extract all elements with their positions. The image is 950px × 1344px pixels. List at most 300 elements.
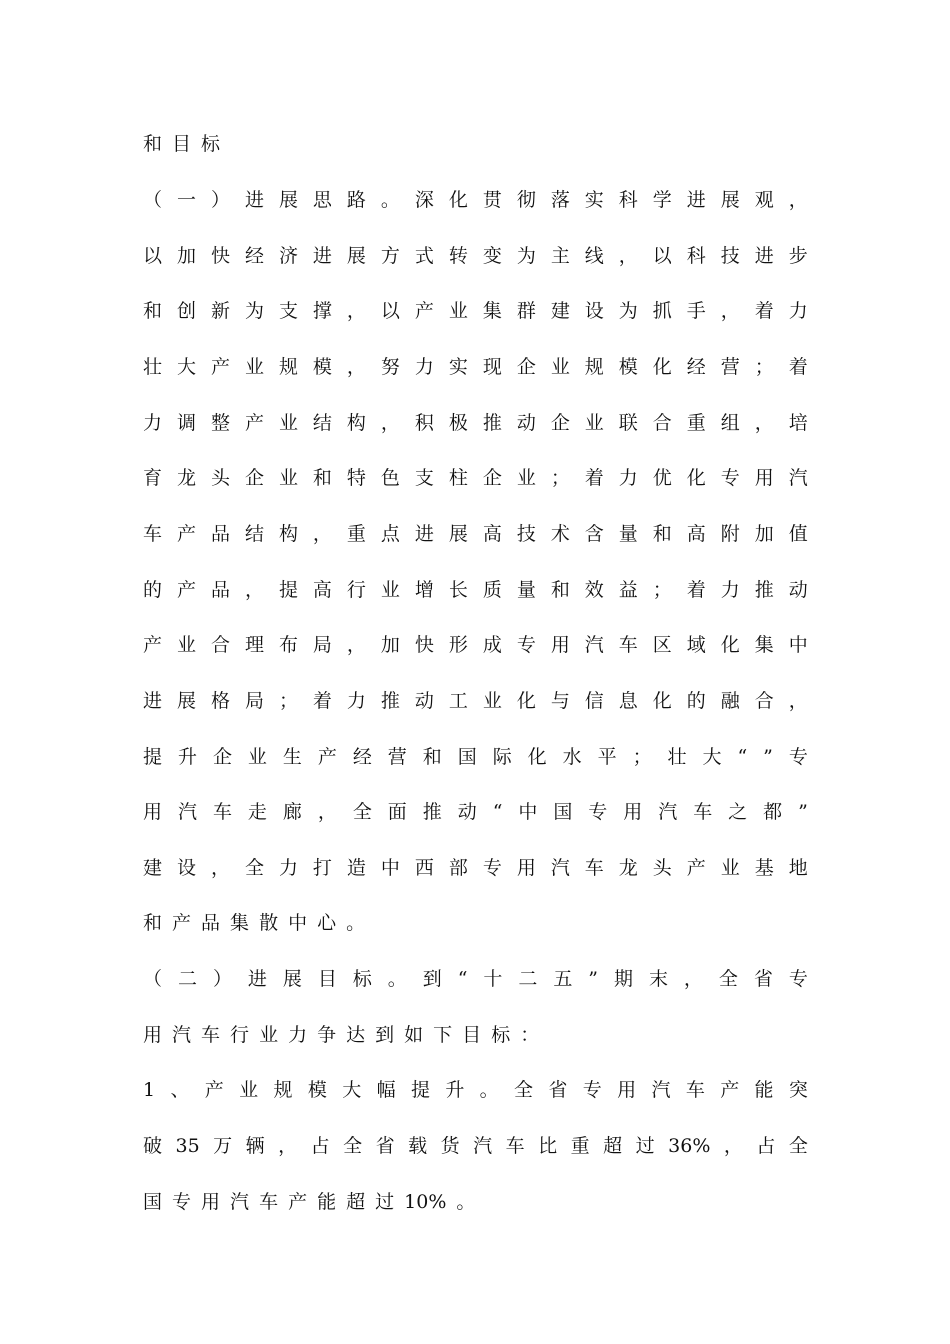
glyph: 期 bbox=[613, 968, 633, 990]
glyph: 专 bbox=[720, 467, 740, 489]
glyph: 都 bbox=[763, 801, 783, 823]
glyph: 心 bbox=[317, 912, 337, 934]
glyph: 附 bbox=[720, 523, 740, 545]
glyph: ， bbox=[788, 690, 808, 712]
glyph: 推 bbox=[482, 412, 502, 434]
glyph: 特 bbox=[346, 467, 366, 489]
glyph: 业 bbox=[247, 746, 267, 768]
glyph: 布 bbox=[278, 634, 298, 656]
glyph: 大 bbox=[176, 356, 196, 378]
glyph: 效 bbox=[584, 579, 604, 601]
glyph: 格 bbox=[210, 690, 230, 712]
glyph: 二 bbox=[177, 968, 197, 990]
glyph: 色 bbox=[380, 467, 400, 489]
glyph: 产 bbox=[244, 412, 264, 434]
text-line-18 bbox=[143, 1074, 808, 1106]
glyph: 业 bbox=[516, 467, 536, 489]
glyph: 调 bbox=[176, 412, 196, 434]
glyph: 中 bbox=[518, 801, 538, 823]
glyph: 进 bbox=[686, 189, 706, 211]
glyph: 合 bbox=[210, 634, 230, 656]
glyph: ， bbox=[683, 968, 703, 990]
glyph: “ bbox=[737, 746, 748, 768]
glyph: 业 bbox=[448, 300, 468, 322]
glyph: 力 bbox=[143, 412, 163, 434]
glyph: 水 bbox=[562, 746, 582, 768]
glyph: 下 bbox=[433, 1024, 453, 1046]
glyph: 建 bbox=[550, 300, 570, 322]
glyph: 提 bbox=[143, 746, 163, 768]
glyph: 全 bbox=[718, 968, 738, 990]
glyph: 车 bbox=[693, 801, 713, 823]
glyph: ， bbox=[788, 189, 808, 211]
glyph: 规 bbox=[584, 356, 604, 378]
glyph: 升 bbox=[177, 746, 197, 768]
glyph: 科 bbox=[618, 189, 638, 211]
glyph: 融 bbox=[720, 690, 740, 712]
glyph: 专 bbox=[516, 634, 536, 656]
glyph: 快 bbox=[210, 245, 230, 267]
glyph: 企 bbox=[516, 356, 536, 378]
text-line-9 bbox=[143, 574, 808, 606]
glyph: 动 bbox=[788, 579, 808, 601]
glyph: 模 bbox=[307, 1079, 327, 1101]
glyph: 壮 bbox=[667, 746, 687, 768]
glyph: 产 bbox=[317, 746, 337, 768]
glyph: 质 bbox=[482, 579, 502, 601]
glyph: ， bbox=[723, 1135, 743, 1157]
glyph: 产 bbox=[172, 912, 192, 934]
glyph: （ bbox=[143, 968, 163, 990]
glyph: 合 bbox=[652, 412, 672, 434]
glyph: 力 bbox=[288, 1024, 308, 1046]
glyph: 组 bbox=[720, 412, 740, 434]
glyph: 汽 bbox=[584, 634, 604, 656]
glyph: 实 bbox=[448, 356, 468, 378]
glyph: 全 bbox=[352, 801, 372, 823]
glyph: 着 bbox=[754, 300, 774, 322]
text-line-11 bbox=[143, 685, 808, 717]
glyph: 过 bbox=[375, 1191, 395, 1213]
glyph: 高 bbox=[312, 579, 332, 601]
glyph: 为 bbox=[516, 245, 536, 267]
glyph: 以 bbox=[652, 245, 672, 267]
glyph: 专 bbox=[582, 1079, 602, 1101]
glyph: 用 bbox=[143, 801, 163, 823]
glyph: 群 bbox=[516, 300, 536, 322]
glyph: 学 bbox=[652, 189, 672, 211]
glyph: 转 bbox=[448, 245, 468, 267]
glyph: 优 bbox=[652, 467, 672, 489]
glyph: 加 bbox=[176, 245, 196, 267]
text-line-16 bbox=[143, 963, 808, 995]
glyph: 济 bbox=[278, 245, 298, 267]
glyph: 35 bbox=[175, 1135, 200, 1157]
glyph: 设 bbox=[176, 857, 196, 879]
glyph: 式 bbox=[414, 245, 434, 267]
glyph: 车 bbox=[685, 1079, 705, 1101]
glyph: 益 bbox=[618, 579, 638, 601]
glyph: 贯 bbox=[482, 189, 502, 211]
glyph: 局 bbox=[312, 634, 332, 656]
glyph: ” bbox=[763, 746, 773, 768]
glyph: 标 bbox=[491, 1024, 511, 1046]
glyph: 增 bbox=[414, 579, 434, 601]
glyph: 产 bbox=[720, 1079, 740, 1101]
glyph: 模 bbox=[618, 356, 638, 378]
glyph: 专 bbox=[788, 746, 808, 768]
glyph: 全 bbox=[343, 1135, 363, 1157]
glyph: 集 bbox=[482, 300, 502, 322]
glyph: 。 bbox=[387, 968, 407, 990]
glyph: ， bbox=[346, 300, 366, 322]
glyph: 到 bbox=[375, 1024, 395, 1046]
glyph: 量 bbox=[516, 579, 536, 601]
glyph: ， bbox=[380, 412, 400, 434]
glyph: 抓 bbox=[652, 300, 672, 322]
glyph: 整 bbox=[210, 412, 230, 434]
glyph: 产 bbox=[176, 523, 196, 545]
glyph: 合 bbox=[754, 690, 774, 712]
glyph: 高 bbox=[686, 523, 706, 545]
glyph: 展 bbox=[720, 189, 740, 211]
glyph: 产 bbox=[686, 857, 706, 879]
glyph: 业 bbox=[482, 690, 502, 712]
glyph: 化 bbox=[448, 189, 468, 211]
glyph: 新 bbox=[210, 300, 230, 322]
glyph: 如 bbox=[404, 1024, 424, 1046]
glyph: 的 bbox=[686, 690, 706, 712]
glyph: 用 bbox=[623, 801, 643, 823]
glyph: 进 bbox=[143, 690, 163, 712]
glyph: 力 bbox=[414, 356, 434, 378]
glyph: 形 bbox=[448, 634, 468, 656]
glyph: 专 bbox=[788, 968, 808, 990]
glyph: 着 bbox=[584, 467, 604, 489]
glyph: 车 bbox=[143, 523, 163, 545]
glyph: 动 bbox=[414, 690, 434, 712]
glyph: 重 bbox=[346, 523, 366, 545]
glyph: 中 bbox=[288, 912, 308, 934]
glyph: 技 bbox=[516, 523, 536, 545]
text-line-14 bbox=[143, 852, 808, 884]
glyph: 展 bbox=[346, 245, 366, 267]
glyph: 到 bbox=[422, 968, 442, 990]
glyph: 走 bbox=[247, 801, 267, 823]
glyph: 撑 bbox=[312, 300, 332, 322]
glyph: 技 bbox=[720, 245, 740, 267]
glyph: 车 bbox=[259, 1191, 279, 1213]
glyph: 企 bbox=[482, 467, 502, 489]
glyph: 龙 bbox=[618, 857, 638, 879]
glyph: 二 bbox=[518, 968, 538, 990]
glyph: 全 bbox=[244, 857, 264, 879]
glyph: 动 bbox=[457, 801, 477, 823]
glyph: 能 bbox=[754, 1079, 774, 1101]
glyph: 车 bbox=[505, 1135, 525, 1157]
glyph: 业 bbox=[584, 412, 604, 434]
glyph: 着 bbox=[686, 579, 706, 601]
glyph: 汽 bbox=[230, 1191, 250, 1213]
glyph: 展 bbox=[278, 189, 298, 211]
glyph: 和 bbox=[550, 579, 570, 601]
glyph: 主 bbox=[550, 245, 570, 267]
glyph: 载 bbox=[408, 1135, 428, 1157]
glyph: 大 bbox=[702, 746, 722, 768]
glyph: ， bbox=[754, 412, 774, 434]
text-line-12 bbox=[143, 741, 808, 773]
glyph: 步 bbox=[788, 245, 808, 267]
glyph: 化 bbox=[652, 356, 672, 378]
glyph: 经 bbox=[686, 356, 706, 378]
glyph: 和 bbox=[143, 912, 163, 934]
glyph: 争 bbox=[317, 1024, 337, 1046]
glyph: 面 bbox=[387, 801, 407, 823]
glyph: 动 bbox=[516, 412, 536, 434]
glyph: 集 bbox=[754, 634, 774, 656]
glyph: 品 bbox=[210, 579, 230, 601]
glyph: 集 bbox=[230, 912, 250, 934]
glyph: 打 bbox=[312, 857, 332, 879]
glyph: 。 bbox=[346, 912, 366, 934]
glyph: 量 bbox=[618, 523, 638, 545]
glyph: 以 bbox=[143, 245, 163, 267]
glyph: 力 bbox=[346, 690, 366, 712]
glyph: 成 bbox=[482, 634, 502, 656]
glyph: 龙 bbox=[176, 467, 196, 489]
glyph: 产 bbox=[176, 579, 196, 601]
glyph: 局 bbox=[244, 690, 264, 712]
glyph: 重 bbox=[686, 412, 706, 434]
glyph: 建 bbox=[143, 857, 163, 879]
glyph: 省 bbox=[548, 1079, 568, 1101]
glyph: 之 bbox=[728, 801, 748, 823]
glyph: 10% bbox=[404, 1191, 447, 1213]
glyph: ， bbox=[317, 801, 337, 823]
glyph: ， bbox=[312, 523, 332, 545]
glyph: 业 bbox=[720, 857, 740, 879]
glyph: 值 bbox=[788, 523, 808, 545]
glyph: 生 bbox=[282, 746, 302, 768]
text-line-3 bbox=[143, 240, 808, 272]
glyph: 幅 bbox=[376, 1079, 396, 1101]
glyph: 省 bbox=[375, 1135, 395, 1157]
text-line-4 bbox=[143, 295, 808, 327]
text-line-17 bbox=[143, 1019, 808, 1051]
glyph: 部 bbox=[448, 857, 468, 879]
glyph: 车 bbox=[212, 801, 232, 823]
glyph: 标 bbox=[201, 133, 221, 155]
glyph: 重 bbox=[570, 1135, 590, 1157]
glyph: 落 bbox=[550, 189, 570, 211]
glyph: 汽 bbox=[177, 801, 197, 823]
glyph: 行 bbox=[230, 1024, 250, 1046]
glyph: 着 bbox=[788, 356, 808, 378]
glyph: 比 bbox=[538, 1135, 558, 1157]
glyph: 进 bbox=[754, 245, 774, 267]
glyph: 产 bbox=[204, 1079, 224, 1101]
glyph: 中 bbox=[380, 857, 400, 879]
glyph: 推 bbox=[754, 579, 774, 601]
glyph: 头 bbox=[652, 857, 672, 879]
glyph: 造 bbox=[346, 857, 366, 879]
glyph: 进 bbox=[247, 968, 267, 990]
text-line-8 bbox=[143, 518, 808, 550]
text-line-7 bbox=[143, 462, 808, 494]
glyph: 用 bbox=[754, 467, 774, 489]
text-line-2 bbox=[143, 184, 808, 216]
glyph: 柱 bbox=[448, 467, 468, 489]
glyph: ； bbox=[652, 579, 672, 601]
glyph: 化 bbox=[720, 634, 740, 656]
glyph: 汽 bbox=[788, 467, 808, 489]
glyph: 超 bbox=[346, 1191, 366, 1213]
glyph: 一 bbox=[176, 189, 196, 211]
glyph: 目 bbox=[317, 968, 337, 990]
glyph: ， bbox=[210, 857, 230, 879]
glyph: 极 bbox=[448, 412, 468, 434]
glyph: 化 bbox=[686, 467, 706, 489]
glyph: 品 bbox=[201, 912, 221, 934]
glyph: 五 bbox=[553, 968, 573, 990]
glyph: 行 bbox=[346, 579, 366, 601]
glyph: （ bbox=[143, 189, 163, 211]
glyph: 设 bbox=[584, 300, 604, 322]
glyph: 加 bbox=[380, 634, 400, 656]
glyph: 。 bbox=[479, 1079, 499, 1101]
glyph: 业 bbox=[259, 1024, 279, 1046]
glyph: ） bbox=[210, 189, 230, 211]
glyph: 企 bbox=[244, 467, 264, 489]
glyph: ” bbox=[798, 801, 808, 823]
glyph: 企 bbox=[550, 412, 570, 434]
glyph: 专 bbox=[172, 1191, 192, 1213]
glyph: 联 bbox=[618, 412, 638, 434]
glyph: ” bbox=[588, 968, 599, 990]
glyph: 进 bbox=[244, 189, 264, 211]
glyph: 全 bbox=[514, 1079, 534, 1101]
glyph: 用 bbox=[201, 1191, 221, 1213]
glyph: 支 bbox=[278, 300, 298, 322]
glyph: 企 bbox=[212, 746, 232, 768]
glyph: 路 bbox=[346, 189, 366, 211]
glyph: 为 bbox=[618, 300, 638, 322]
glyph: 产 bbox=[210, 356, 230, 378]
text-line-15 bbox=[143, 907, 808, 939]
glyph: 构 bbox=[346, 412, 366, 434]
glyph: 科 bbox=[686, 245, 706, 267]
glyph: 点 bbox=[380, 523, 400, 545]
glyph: 理 bbox=[244, 634, 264, 656]
glyph: 支 bbox=[414, 467, 434, 489]
glyph: 的 bbox=[143, 579, 163, 601]
text-line-10 bbox=[143, 629, 808, 661]
glyph: 力 bbox=[278, 857, 298, 879]
glyph: 经 bbox=[352, 746, 372, 768]
glyph: 36% bbox=[668, 1135, 711, 1157]
glyph: ； bbox=[278, 690, 298, 712]
glyph: 、 bbox=[170, 1079, 190, 1101]
glyph: 化 bbox=[527, 746, 547, 768]
glyph: 线 bbox=[584, 245, 604, 267]
glyph: 高 bbox=[482, 523, 502, 545]
glyph: 加 bbox=[754, 523, 774, 545]
glyph: 国 bbox=[143, 1191, 163, 1213]
glyph: 着 bbox=[312, 690, 332, 712]
glyph: 构 bbox=[278, 523, 298, 545]
glyph: ， bbox=[720, 300, 740, 322]
glyph: ， bbox=[346, 356, 366, 378]
glyph: 积 bbox=[414, 412, 434, 434]
glyph: 业 bbox=[278, 412, 298, 434]
glyph: 业 bbox=[244, 356, 264, 378]
glyph: 业 bbox=[239, 1079, 259, 1101]
glyph: 1 bbox=[143, 1079, 156, 1101]
glyph: 散 bbox=[259, 912, 279, 934]
glyph: 展 bbox=[448, 523, 468, 545]
glyph: 达 bbox=[346, 1024, 366, 1046]
glyph: 。 bbox=[456, 1191, 476, 1213]
glyph: 长 bbox=[448, 579, 468, 601]
glyph: 用 bbox=[516, 857, 536, 879]
glyph: 现 bbox=[482, 356, 502, 378]
glyph: 专 bbox=[482, 857, 502, 879]
glyph: 占 bbox=[756, 1135, 776, 1157]
glyph: 业 bbox=[380, 579, 400, 601]
glyph: ， bbox=[278, 1135, 298, 1157]
glyph: 规 bbox=[273, 1079, 293, 1101]
text-line-13 bbox=[143, 796, 808, 828]
glyph: 推 bbox=[422, 801, 442, 823]
text-line-5 bbox=[143, 351, 808, 383]
glyph: 汽 bbox=[172, 1024, 192, 1046]
glyph: 为 bbox=[244, 300, 264, 322]
glyph: 育 bbox=[143, 467, 163, 489]
glyph: 升 bbox=[445, 1079, 465, 1101]
glyph: 车 bbox=[584, 857, 604, 879]
glyph: 彻 bbox=[516, 189, 536, 211]
glyph: 能 bbox=[317, 1191, 337, 1213]
glyph: 提 bbox=[410, 1079, 430, 1101]
glyph: 与 bbox=[550, 690, 570, 712]
glyph: 培 bbox=[788, 412, 808, 434]
glyph: 廊 bbox=[282, 801, 302, 823]
glyph: 十 bbox=[483, 968, 503, 990]
glyph: 辆 bbox=[245, 1135, 265, 1157]
glyph: 全 bbox=[788, 1135, 808, 1157]
glyph: 结 bbox=[312, 412, 332, 434]
glyph: 术 bbox=[550, 523, 570, 545]
glyph: 平 bbox=[597, 746, 617, 768]
glyph: ： bbox=[520, 1024, 540, 1046]
glyph: 含 bbox=[584, 523, 604, 545]
glyph: 域 bbox=[686, 634, 706, 656]
glyph: 专 bbox=[588, 801, 608, 823]
glyph: 力 bbox=[618, 467, 638, 489]
glyph: 目 bbox=[172, 133, 192, 155]
glyph: 基 bbox=[754, 857, 774, 879]
glyph: 区 bbox=[652, 634, 672, 656]
text-line-19 bbox=[143, 1130, 808, 1162]
glyph: 努 bbox=[380, 356, 400, 378]
glyph: 力 bbox=[720, 579, 740, 601]
glyph: 经 bbox=[244, 245, 264, 267]
glyph: 信 bbox=[584, 690, 604, 712]
glyph: 规 bbox=[278, 356, 298, 378]
glyph: 模 bbox=[312, 356, 332, 378]
glyph: 产 bbox=[143, 634, 163, 656]
glyph: 过 bbox=[635, 1135, 655, 1157]
